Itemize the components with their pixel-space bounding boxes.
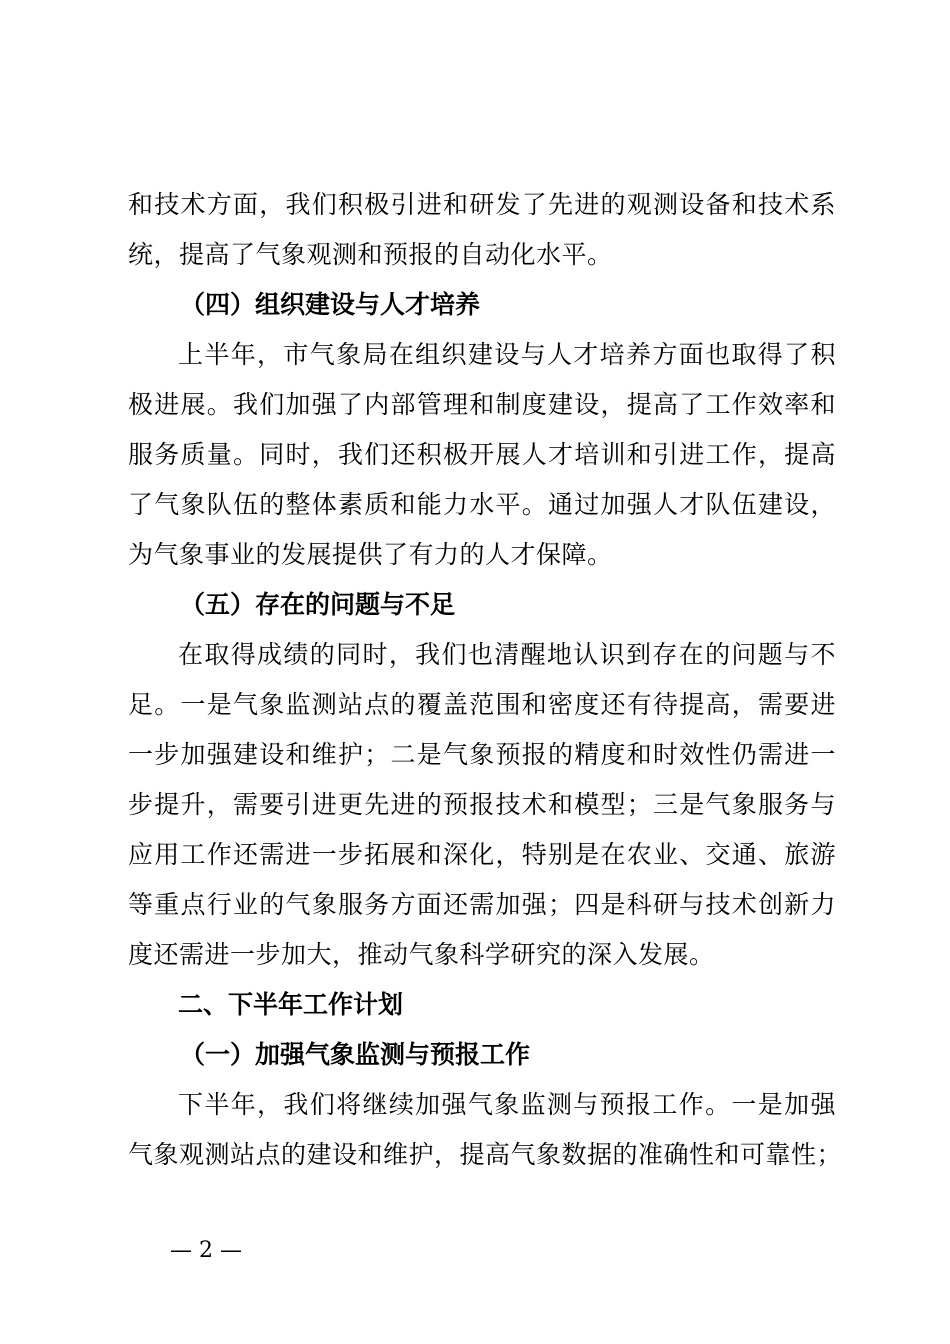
- paragraph-line: 为气象事业的发展提供了有力的人才保障。: [128, 540, 613, 569]
- section-subheading: （四）组织建设与人才培养: [180, 290, 481, 319]
- document-body: [128, 180, 843, 1180]
- section-subheading: （一）加强气象监测与预报工作: [180, 1040, 531, 1069]
- paragraph-line: 了气象队伍的整体素质和能力水平。通过加强人才队伍建设，: [128, 490, 836, 519]
- paragraph-line: 极进展。我们加强了内部管理和制度建设，提高了工作效率和: [128, 390, 836, 419]
- paragraph-line: 在取得成绩的同时，我们也清醒地认识到存在的问题与不: [178, 640, 836, 669]
- paragraph-line: 下半年，我们将继续加强气象监测与预报工作。一是加强: [178, 1090, 836, 1119]
- paragraph-line: 步提升，需要引进更先进的预报技术和模型；三是气象服务与: [128, 790, 836, 819]
- section-heading: 二、下半年工作计划: [178, 990, 404, 1019]
- paragraph-line: 和技术方面，我们积极引进和研发了先进的观测设备和技术系: [128, 190, 836, 219]
- paragraph-line: 服务质量。同时，我们还积极开展人才培训和引进工作，提高: [128, 440, 836, 469]
- paragraph-line: 度还需进一步加大，推动气象科学研究的深入发展。: [128, 940, 715, 969]
- paragraph-line: 一步加强建设和维护；二是气象预报的精度和时效性仍需进一: [128, 740, 836, 769]
- page-number: — 2 —: [170, 1238, 242, 1263]
- paragraph-line: 上半年，市气象局在组织建设与人才培养方面也取得了积: [178, 340, 836, 369]
- paragraph-line: 足。一是气象监测站点的覆盖范围和密度还有待提高，需要进: [128, 690, 836, 719]
- paragraph-line: 气象观测站点的建设和维护，提高气象数据的准确性和可靠性；: [128, 1140, 843, 1169]
- paragraph-line: 等重点行业的气象服务方面还需加强；四是科研与技术创新力: [128, 890, 836, 919]
- paragraph-line: 统，提高了气象观测和预报的自动化水平。: [128, 240, 613, 269]
- paragraph-line: 应用工作还需进一步拓展和深化，特别是在农业、交通、旅游: [128, 840, 836, 869]
- section-subheading: （五）存在的问题与不足: [180, 590, 456, 619]
